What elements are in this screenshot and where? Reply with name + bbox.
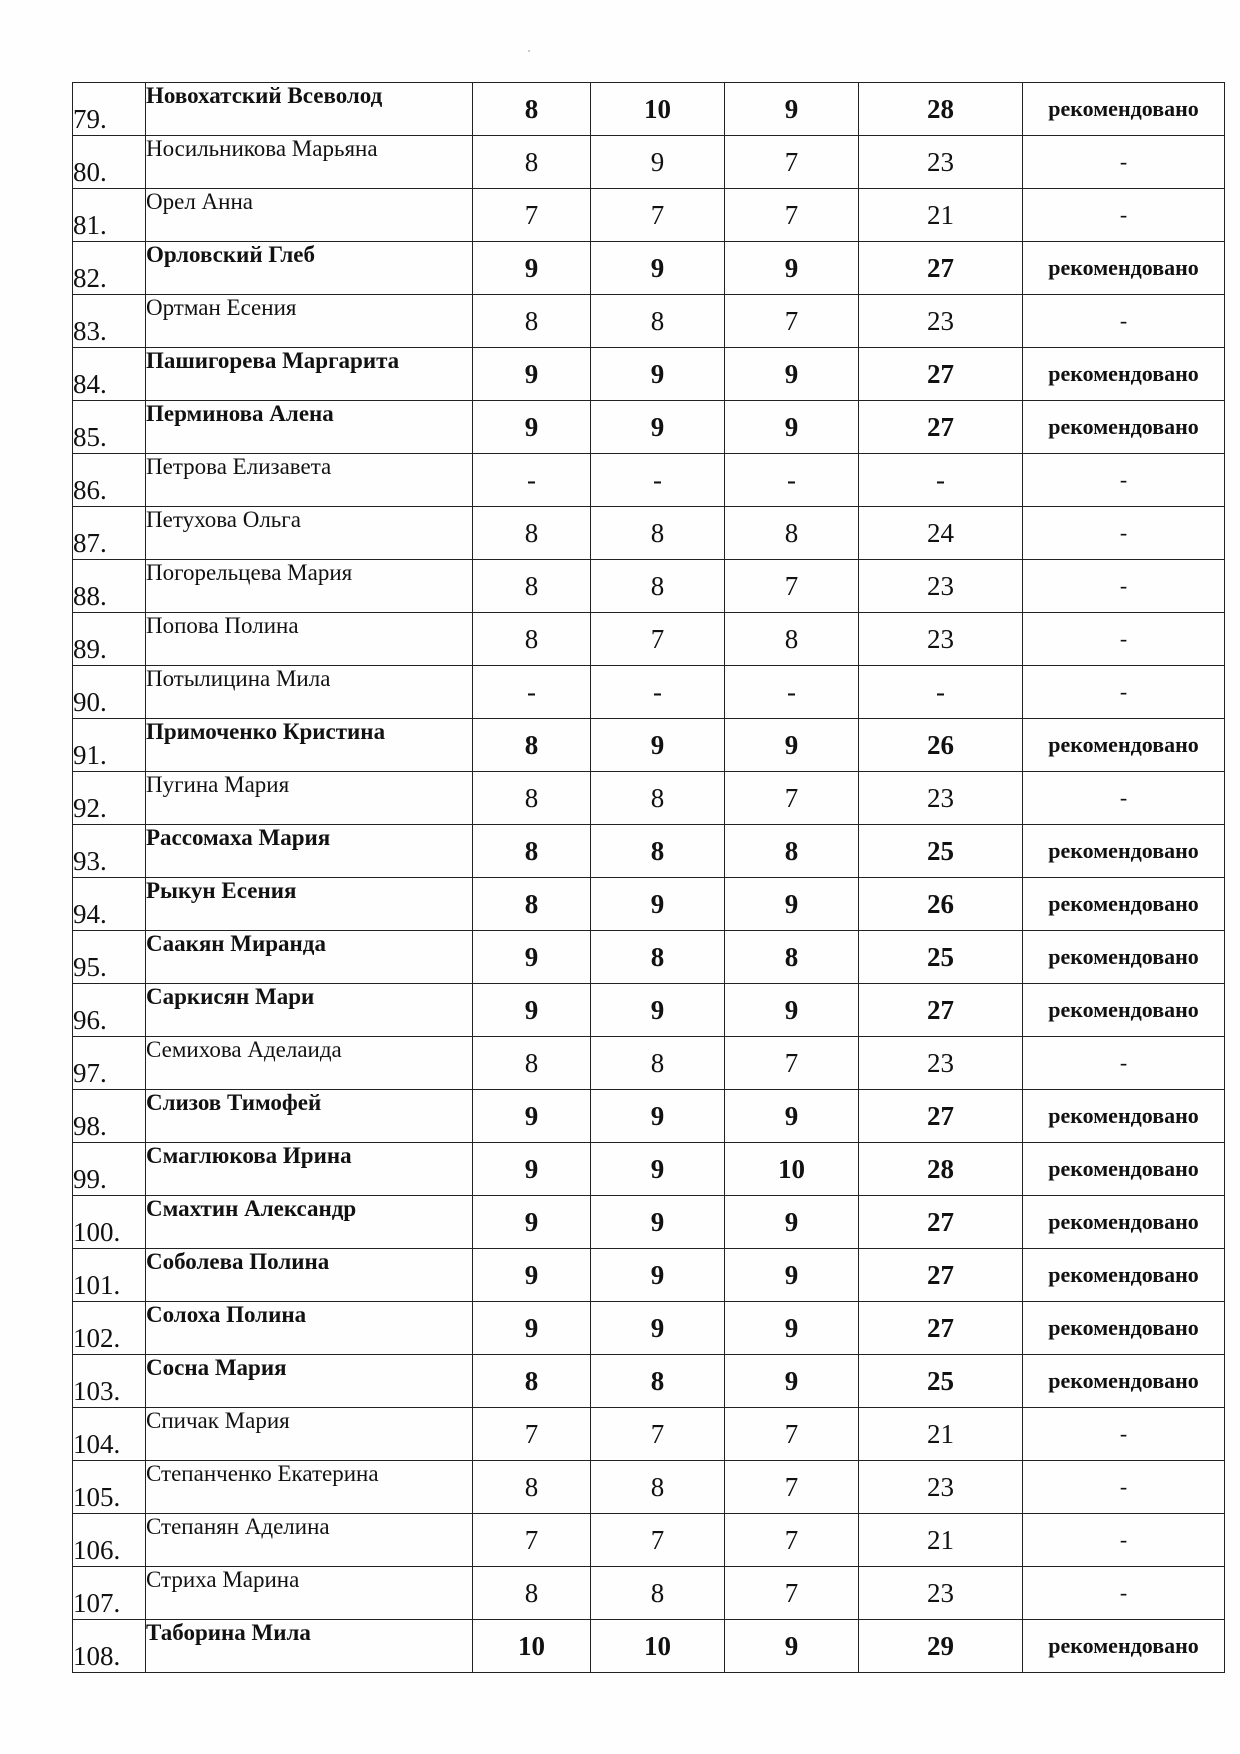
row-number: 84. bbox=[73, 348, 146, 401]
table-row bbox=[73, 295, 1225, 348]
total-score: 23 bbox=[859, 772, 1023, 825]
total-score: 23 bbox=[859, 136, 1023, 189]
recommendation-status: рекомендовано bbox=[1023, 348, 1225, 401]
total-score: 23 bbox=[859, 1567, 1023, 1620]
total-score: 25 bbox=[859, 931, 1023, 984]
score-1: - bbox=[473, 666, 591, 719]
score-2: 8 bbox=[591, 1461, 725, 1514]
score-1: 9 bbox=[473, 1302, 591, 1355]
score-3: 9 bbox=[725, 1302, 859, 1355]
score-2: - bbox=[591, 666, 725, 719]
row-number: 99. bbox=[73, 1143, 146, 1196]
table-row bbox=[73, 507, 1225, 560]
student-name: Погорельцева Мария bbox=[146, 560, 473, 613]
recommendation-status: рекомендовано bbox=[1023, 1355, 1225, 1408]
table-row bbox=[73, 1567, 1225, 1620]
score-3: 9 bbox=[725, 242, 859, 295]
score-3: 9 bbox=[725, 1090, 859, 1143]
score-3: 9 bbox=[725, 878, 859, 931]
score-2: 8 bbox=[591, 295, 725, 348]
score-1: 9 bbox=[473, 1090, 591, 1143]
score-1: 8 bbox=[473, 1461, 591, 1514]
row-number: 86. bbox=[73, 454, 146, 507]
recommendation-status: рекомендовано bbox=[1023, 83, 1225, 136]
recommendation-status: рекомендовано bbox=[1023, 719, 1225, 772]
score-2: 9 bbox=[591, 1249, 725, 1302]
table-row bbox=[73, 1355, 1225, 1408]
row-number: 102. bbox=[73, 1302, 146, 1355]
score-2: 9 bbox=[591, 1196, 725, 1249]
score-1: 8 bbox=[473, 772, 591, 825]
score-3: 9 bbox=[725, 719, 859, 772]
student-name: Петрова Елизавета bbox=[146, 454, 473, 507]
score-1: 8 bbox=[473, 1355, 591, 1408]
total-score: 23 bbox=[859, 1037, 1023, 1090]
recommendation-status: рекомендовано bbox=[1023, 401, 1225, 454]
score-3: 8 bbox=[725, 507, 859, 560]
score-1: 9 bbox=[473, 931, 591, 984]
table-row bbox=[73, 1249, 1225, 1302]
table-row bbox=[73, 613, 1225, 666]
row-number: 79. bbox=[73, 83, 146, 136]
recommendation-status: - bbox=[1023, 666, 1225, 719]
recommendation-status: рекомендовано bbox=[1023, 1143, 1225, 1196]
score-2: 8 bbox=[591, 825, 725, 878]
score-3: 7 bbox=[725, 1408, 859, 1461]
score-3: 7 bbox=[725, 189, 859, 242]
table-row bbox=[73, 348, 1225, 401]
row-number: 108. bbox=[73, 1620, 146, 1673]
recommendation-status: - bbox=[1023, 772, 1225, 825]
table-row bbox=[73, 1461, 1225, 1514]
row-number: 96. bbox=[73, 984, 146, 1037]
score-2: 9 bbox=[591, 401, 725, 454]
score-1: 8 bbox=[473, 136, 591, 189]
score-2: 9 bbox=[591, 878, 725, 931]
table-row bbox=[73, 878, 1225, 931]
score-3: 7 bbox=[725, 772, 859, 825]
score-1: 9 bbox=[473, 1143, 591, 1196]
score-1: 8 bbox=[473, 1567, 591, 1620]
score-2: 8 bbox=[591, 1037, 725, 1090]
score-2: 9 bbox=[591, 1302, 725, 1355]
student-name: Семихова Аделаида bbox=[146, 1037, 473, 1090]
table-row bbox=[73, 1143, 1225, 1196]
student-name: Рассомаха Мария bbox=[146, 825, 473, 878]
total-score: 23 bbox=[859, 613, 1023, 666]
score-3: 9 bbox=[725, 83, 859, 136]
row-number: 90. bbox=[73, 666, 146, 719]
score-1: 9 bbox=[473, 242, 591, 295]
score-2: 10 bbox=[591, 83, 725, 136]
row-number: 106. bbox=[73, 1514, 146, 1567]
recommendation-status: - bbox=[1023, 454, 1225, 507]
score-3: 9 bbox=[725, 1196, 859, 1249]
score-1: 8 bbox=[473, 878, 591, 931]
score-1: 9 bbox=[473, 1196, 591, 1249]
total-score: 27 bbox=[859, 1249, 1023, 1302]
student-name: Саркисян Мари bbox=[146, 984, 473, 1037]
total-score: 23 bbox=[859, 1461, 1023, 1514]
student-name: Орловский Глеб bbox=[146, 242, 473, 295]
row-number: 93. bbox=[73, 825, 146, 878]
row-number: 95. bbox=[73, 931, 146, 984]
score-2: 9 bbox=[591, 719, 725, 772]
score-1: 8 bbox=[473, 1037, 591, 1090]
recommendation-status: рекомендовано bbox=[1023, 1090, 1225, 1143]
total-score: 23 bbox=[859, 560, 1023, 613]
total-score: 21 bbox=[859, 189, 1023, 242]
total-score: 27 bbox=[859, 1196, 1023, 1249]
score-2: - bbox=[591, 454, 725, 507]
row-number: 103. bbox=[73, 1355, 146, 1408]
row-number: 87. bbox=[73, 507, 146, 560]
total-score: 25 bbox=[859, 1355, 1023, 1408]
row-number: 91. bbox=[73, 719, 146, 772]
recommendation-status: - bbox=[1023, 295, 1225, 348]
student-name: Таборина Мила bbox=[146, 1620, 473, 1673]
score-3: 9 bbox=[725, 401, 859, 454]
score-2: 8 bbox=[591, 1567, 725, 1620]
recommendation-status: - bbox=[1023, 1514, 1225, 1567]
score-3: 9 bbox=[725, 1355, 859, 1408]
total-score: 27 bbox=[859, 984, 1023, 1037]
total-score: 27 bbox=[859, 348, 1023, 401]
recommendation-status: рекомендовано bbox=[1023, 1249, 1225, 1302]
student-name: Саакян Миранда bbox=[146, 931, 473, 984]
total-score: 27 bbox=[859, 401, 1023, 454]
score-2: 7 bbox=[591, 613, 725, 666]
table-row bbox=[73, 401, 1225, 454]
student-name: Сосна Мария bbox=[146, 1355, 473, 1408]
score-2: 9 bbox=[591, 1143, 725, 1196]
total-score: 21 bbox=[859, 1514, 1023, 1567]
score-1: 7 bbox=[473, 1514, 591, 1567]
recommendation-status: рекомендовано bbox=[1023, 1302, 1225, 1355]
score-1: 8 bbox=[473, 507, 591, 560]
recommendation-status: - bbox=[1023, 507, 1225, 560]
score-3: 7 bbox=[725, 560, 859, 613]
score-1: 8 bbox=[473, 83, 591, 136]
score-2: 10 bbox=[591, 1620, 725, 1673]
table-row bbox=[73, 1514, 1225, 1567]
score-1: 9 bbox=[473, 984, 591, 1037]
score-3: 7 bbox=[725, 136, 859, 189]
score-2: 9 bbox=[591, 136, 725, 189]
table-row bbox=[73, 454, 1225, 507]
row-number: 81. bbox=[73, 189, 146, 242]
score-1: 8 bbox=[473, 825, 591, 878]
table-row bbox=[73, 242, 1225, 295]
score-1: 9 bbox=[473, 401, 591, 454]
row-number: 85. bbox=[73, 401, 146, 454]
total-score: 26 bbox=[859, 878, 1023, 931]
total-score: 28 bbox=[859, 83, 1023, 136]
student-name: Стриха Марина bbox=[146, 1567, 473, 1620]
score-1: 8 bbox=[473, 295, 591, 348]
student-name: Новохатский Всеволод bbox=[146, 83, 473, 136]
student-name: Ортман Есения bbox=[146, 295, 473, 348]
score-2: 8 bbox=[591, 931, 725, 984]
recommendation-status: рекомендовано bbox=[1023, 878, 1225, 931]
score-2: 7 bbox=[591, 1408, 725, 1461]
table-row bbox=[73, 189, 1225, 242]
score-1: 10 bbox=[473, 1620, 591, 1673]
score-3: 7 bbox=[725, 1514, 859, 1567]
score-1: 7 bbox=[473, 1408, 591, 1461]
recommendation-status: рекомендовано bbox=[1023, 242, 1225, 295]
recommendation-status: рекомендовано bbox=[1023, 1196, 1225, 1249]
recommendation-status: рекомендовано bbox=[1023, 825, 1225, 878]
row-number: 92. bbox=[73, 772, 146, 825]
table-row bbox=[73, 1037, 1225, 1090]
score-3: 9 bbox=[725, 1620, 859, 1673]
recommendation-status: - bbox=[1023, 1461, 1225, 1514]
row-number: 80. bbox=[73, 136, 146, 189]
student-name: Пугина Мария bbox=[146, 772, 473, 825]
score-2: 8 bbox=[591, 1355, 725, 1408]
row-number: 105. bbox=[73, 1461, 146, 1514]
score-3: 8 bbox=[725, 825, 859, 878]
student-name: Попова Полина bbox=[146, 613, 473, 666]
score-2: 9 bbox=[591, 1090, 725, 1143]
student-name: Рыкун Есения bbox=[146, 878, 473, 931]
row-number: 104. bbox=[73, 1408, 146, 1461]
scan-speck bbox=[528, 50, 530, 52]
score-2: 9 bbox=[591, 348, 725, 401]
score-1: 8 bbox=[473, 613, 591, 666]
score-3: 7 bbox=[725, 1567, 859, 1620]
row-number: 94. bbox=[73, 878, 146, 931]
score-2: 8 bbox=[591, 772, 725, 825]
student-name: Степанян Аделина bbox=[146, 1514, 473, 1567]
student-name: Петухова Ольга bbox=[146, 507, 473, 560]
student-name: Степанченко Екатерина bbox=[146, 1461, 473, 1514]
recommendation-status: рекомендовано bbox=[1023, 984, 1225, 1037]
row-number: 89. bbox=[73, 613, 146, 666]
student-name: Соболева Полина bbox=[146, 1249, 473, 1302]
recommendation-status: - bbox=[1023, 1567, 1225, 1620]
row-number: 88. bbox=[73, 560, 146, 613]
score-3: 10 bbox=[725, 1143, 859, 1196]
score-3: 9 bbox=[725, 1249, 859, 1302]
table-row bbox=[73, 1302, 1225, 1355]
score-1: 8 bbox=[473, 719, 591, 772]
student-name: Смаглюкова Ирина bbox=[146, 1143, 473, 1196]
score-2: 7 bbox=[591, 1514, 725, 1567]
recommendation-status: рекомендовано bbox=[1023, 931, 1225, 984]
student-name: Примоченко Кристина bbox=[146, 719, 473, 772]
score-3: 7 bbox=[725, 1461, 859, 1514]
student-name: Потылицина Мила bbox=[146, 666, 473, 719]
student-name: Орел Анна bbox=[146, 189, 473, 242]
score-2: 8 bbox=[591, 560, 725, 613]
recommendation-status: рекомендовано bbox=[1023, 1620, 1225, 1673]
table-row bbox=[73, 931, 1225, 984]
score-3: 7 bbox=[725, 1037, 859, 1090]
student-name: Спичак Мария bbox=[146, 1408, 473, 1461]
results-table bbox=[72, 82, 1225, 1673]
row-number: 100. bbox=[73, 1196, 146, 1249]
score-2: 7 bbox=[591, 189, 725, 242]
recommendation-status: - bbox=[1023, 1037, 1225, 1090]
total-score: 28 bbox=[859, 1143, 1023, 1196]
score-2: 8 bbox=[591, 507, 725, 560]
total-score: - bbox=[859, 666, 1023, 719]
table-row bbox=[73, 666, 1225, 719]
total-score: 27 bbox=[859, 1302, 1023, 1355]
student-name: Носильникова Марьяна bbox=[146, 136, 473, 189]
row-number: 82. bbox=[73, 242, 146, 295]
total-score: 23 bbox=[859, 295, 1023, 348]
total-score: 27 bbox=[859, 1090, 1023, 1143]
score-3: 7 bbox=[725, 295, 859, 348]
student-name: Слизов Тимофей bbox=[146, 1090, 473, 1143]
student-name: Смахтин Александр bbox=[146, 1196, 473, 1249]
row-number: 107. bbox=[73, 1567, 146, 1620]
score-1: 8 bbox=[473, 560, 591, 613]
score-3: - bbox=[725, 666, 859, 719]
score-3: - bbox=[725, 454, 859, 507]
total-score: - bbox=[859, 454, 1023, 507]
total-score: 29 bbox=[859, 1620, 1023, 1673]
row-number: 83. bbox=[73, 295, 146, 348]
table-row bbox=[73, 772, 1225, 825]
row-number: 97. bbox=[73, 1037, 146, 1090]
recommendation-status: - bbox=[1023, 1408, 1225, 1461]
table-row bbox=[73, 136, 1225, 189]
row-number: 98. bbox=[73, 1090, 146, 1143]
row-number: 101. bbox=[73, 1249, 146, 1302]
table-row bbox=[73, 719, 1225, 772]
table-row bbox=[73, 560, 1225, 613]
score-2: 9 bbox=[591, 984, 725, 1037]
total-score: 27 bbox=[859, 242, 1023, 295]
table-row bbox=[73, 1196, 1225, 1249]
student-name: Солоха Полина bbox=[146, 1302, 473, 1355]
table-row bbox=[73, 1408, 1225, 1461]
total-score: 25 bbox=[859, 825, 1023, 878]
score-1: 9 bbox=[473, 1249, 591, 1302]
score-1: - bbox=[473, 454, 591, 507]
table-row bbox=[73, 1090, 1225, 1143]
table-row bbox=[73, 1620, 1225, 1673]
score-2: 9 bbox=[591, 242, 725, 295]
total-score: 21 bbox=[859, 1408, 1023, 1461]
student-name: Пашигорева Маргарита bbox=[146, 348, 473, 401]
score-3: 9 bbox=[725, 348, 859, 401]
total-score: 26 bbox=[859, 719, 1023, 772]
score-3: 8 bbox=[725, 613, 859, 666]
recommendation-status: - bbox=[1023, 613, 1225, 666]
recommendation-status: - bbox=[1023, 136, 1225, 189]
student-name: Перминова Алена bbox=[146, 401, 473, 454]
recommendation-status: - bbox=[1023, 189, 1225, 242]
table-row bbox=[73, 825, 1225, 878]
score-3: 8 bbox=[725, 931, 859, 984]
score-1: 7 bbox=[473, 189, 591, 242]
total-score: 24 bbox=[859, 507, 1023, 560]
table-row bbox=[73, 984, 1225, 1037]
recommendation-status: - bbox=[1023, 560, 1225, 613]
results-table-body bbox=[73, 83, 1225, 1673]
table-row bbox=[73, 83, 1225, 136]
score-1: 9 bbox=[473, 348, 591, 401]
score-3: 9 bbox=[725, 984, 859, 1037]
